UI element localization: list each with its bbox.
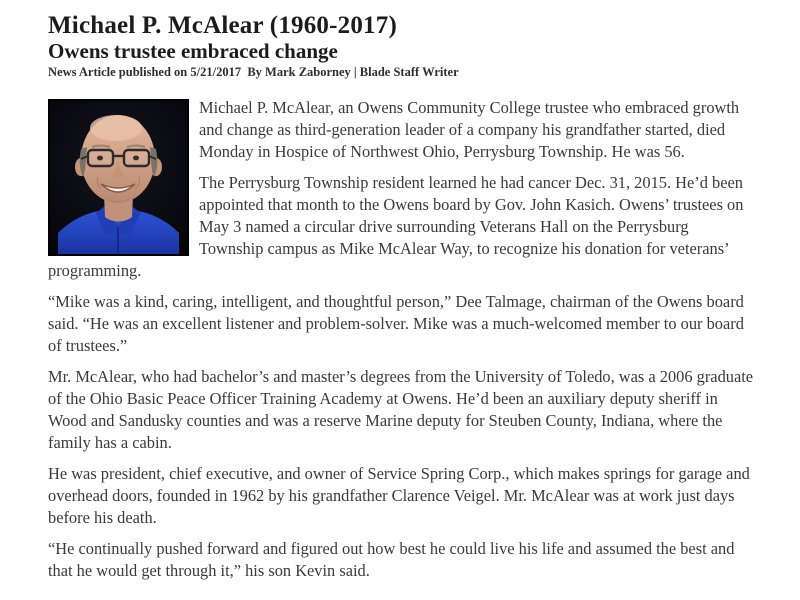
portrait-photo bbox=[48, 99, 189, 256]
article-header bbox=[48, 12, 756, 80]
portrait-photo-illustration bbox=[50, 101, 187, 254]
paragraph-4: Mr. McAlear, who had bachelor’s and master’s degrees from the University of Toledo, was a 2006 graduate of the Ohio Basic Peace Officer Training Academy at Owens. He’d been an auxiliary deputy sheriff in Wood and Sandusky counties and was a reserve Marine deputy for Steuben County, Indiana, where the family has a cabin. bbox=[48, 367, 754, 452]
paragraph-1: Michael P. McAlear, an Owens Community College trustee who embraced growth and change as third-generation leader of a company his grandfather started, died Monday in Hospice of Northwest Ohio, Perrysburg Township. He was 56. bbox=[199, 98, 740, 161]
paragraph-6: “He continually pushed forward and figured out how best he could live his life and assumed the best and that he would get through it,” his son Kevin said. bbox=[48, 539, 735, 580]
paragraph-2: The Perrysburg Township resident learned he had cancer Dec. 31, 2015. He’d been appointed that month to the Owens board by Gov. John Kasich. Owens’ trustees on May 3 named a circular drive surrounding Veterans Hall on the Perrysburg Township campus as Mike McAlear Way, to recognize his donation for veterans’ programming. bbox=[48, 173, 744, 280]
page-title: Michael P. McAlear (1960-2017) bbox=[48, 12, 397, 39]
paragraph-5: He was president, chief executive, and owner of Service Spring Corp., which makes springs for garage and overhead doors, founded in 1962 by his grandfather Clarence Veigel. Mr. McAlear was at work just days before his death. bbox=[48, 464, 750, 527]
article-body bbox=[48, 97, 756, 582]
paragraph-3: “Mike was a kind, caring, intelligent, and thoughtful person,” Dee Talmage, chairman of the Owens board said. “He was an excellent listener and problem-solver. Mike was a much-welcomed member to our board of trustees.” bbox=[48, 292, 744, 355]
page-subtitle: Owens trustee embraced change bbox=[48, 39, 338, 63]
byline: News Article published on 5/21/2017 By Mark Zaborney | Blade Staff Writer bbox=[48, 65, 459, 79]
